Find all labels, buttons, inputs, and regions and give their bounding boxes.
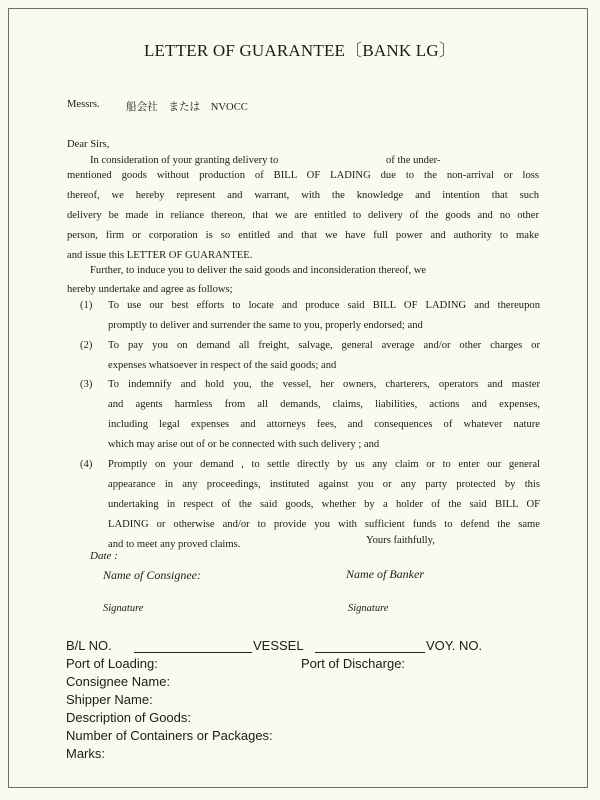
clause-4-line-1: Promptly on your demand , to settle directly by us any claim or to enter our general [108,459,540,470]
clause-4-line-3: undertaking in respect of the said goods, whether by a holder of the said BILL OF [108,499,540,510]
clause-1 [108,296,540,336]
consignee-label: Name of Consignee: [103,568,201,582]
intro-paragraph [67,166,539,266]
voy-no-label: VOY. NO. [426,638,483,653]
clause-3-line-2: and agents harmless from all demands, claims, liabilities, actions and expenses, [108,399,540,410]
date-label: Date : [90,550,118,562]
vessel-label: VESSEL [253,638,304,653]
clause-3-line-4: which may arise out of or be connected with such delivery ; and [108,439,380,450]
banker-signature-label: Signature [348,603,389,614]
clause-2-line-1: To pay you on demand all freight, salvage, general average and/or other charges or [108,340,540,351]
closing: Yours faithfully, [366,535,435,546]
banker-label: Name of Banker [346,567,424,581]
clause-3 [108,375,540,455]
clause-4-line-2: appearance in any proceedings, instituted against you or any party protected by this [108,479,540,490]
port-loading-label: Port of Loading: [66,656,158,671]
intro-line-3: thereof, we hereby represent and warrant, with the knowledge and intention that such [67,190,539,201]
description-label: Description of Goods: [66,710,192,725]
clause-2 [108,336,540,376]
shipper-name-label: Shipper Name: [66,692,153,707]
intro-line-1b: of the under- [386,155,441,166]
messrs-label: Messrs. [67,99,100,110]
messrs-name: 船会社 または NVOCC [126,102,248,113]
intro-line-1: In consideration of your granting delivery to [90,155,279,166]
consignee-signature-label: Signature [103,603,144,614]
clause-1-number: (1) [80,300,93,311]
clause-4-number: (4) [80,459,93,470]
marks-label: Marks: [66,746,105,761]
document-title: LETTER OF GUARANTEE〔BANK LG〕 [143,41,457,60]
port-discharge-label: Port of Discharge: [301,656,406,671]
further-line-1: Further, to induce you to deliver the said goods and inconsideration thereof, we [90,265,427,276]
clause-1-line-2: promptly to deliver and surrender the same to you, properly endorsed; and [108,320,423,331]
clause-4-line-5: and to meet any proved claims. [108,539,241,550]
clause-4-line-4: LADING or otherwise and/or to provide you with sufficient funds to defend the same [108,519,540,530]
clause-3-line-1: To indemnify and hold you, the vessel, her owners, charterers, operators and master [108,379,540,390]
intro-line-2: mentioned goods without production of BILL OF LADING due to the non-arrival or loss [67,170,539,181]
consignee-name-label: Consignee Name: [66,674,171,689]
further-line-2: hereby undertake and agree as follows; [67,284,233,295]
containers-label: Number of Containers or Packages: [66,728,273,743]
clause-2-line-2: expenses whatsoever in respect of the said goods; and [108,360,337,371]
salutation: Dear Sirs, [67,139,110,150]
intro-line-4: delivery be made in reliance thereon, that we are entitled to delivery of the goods and no other [67,210,539,221]
clause-3-number: (3) [80,379,93,390]
bl-no-label: B/L NO. [66,638,112,653]
clause-3-line-3: including legal expenses and attorneys fees, and consequences of whatever nature [108,419,540,430]
clause-2-number: (2) [80,340,93,351]
clause-4 [108,455,540,555]
clause-1-line-1: To use our best efforts to locate and produce said BILL OF LADING and thereupon [108,300,540,311]
intro-line-6: and issue this LETTER OF GUARANTEE. [67,250,253,261]
intro-line-5: person, firm or corporation is so entitled and that we have full power and authority to make [67,230,539,241]
